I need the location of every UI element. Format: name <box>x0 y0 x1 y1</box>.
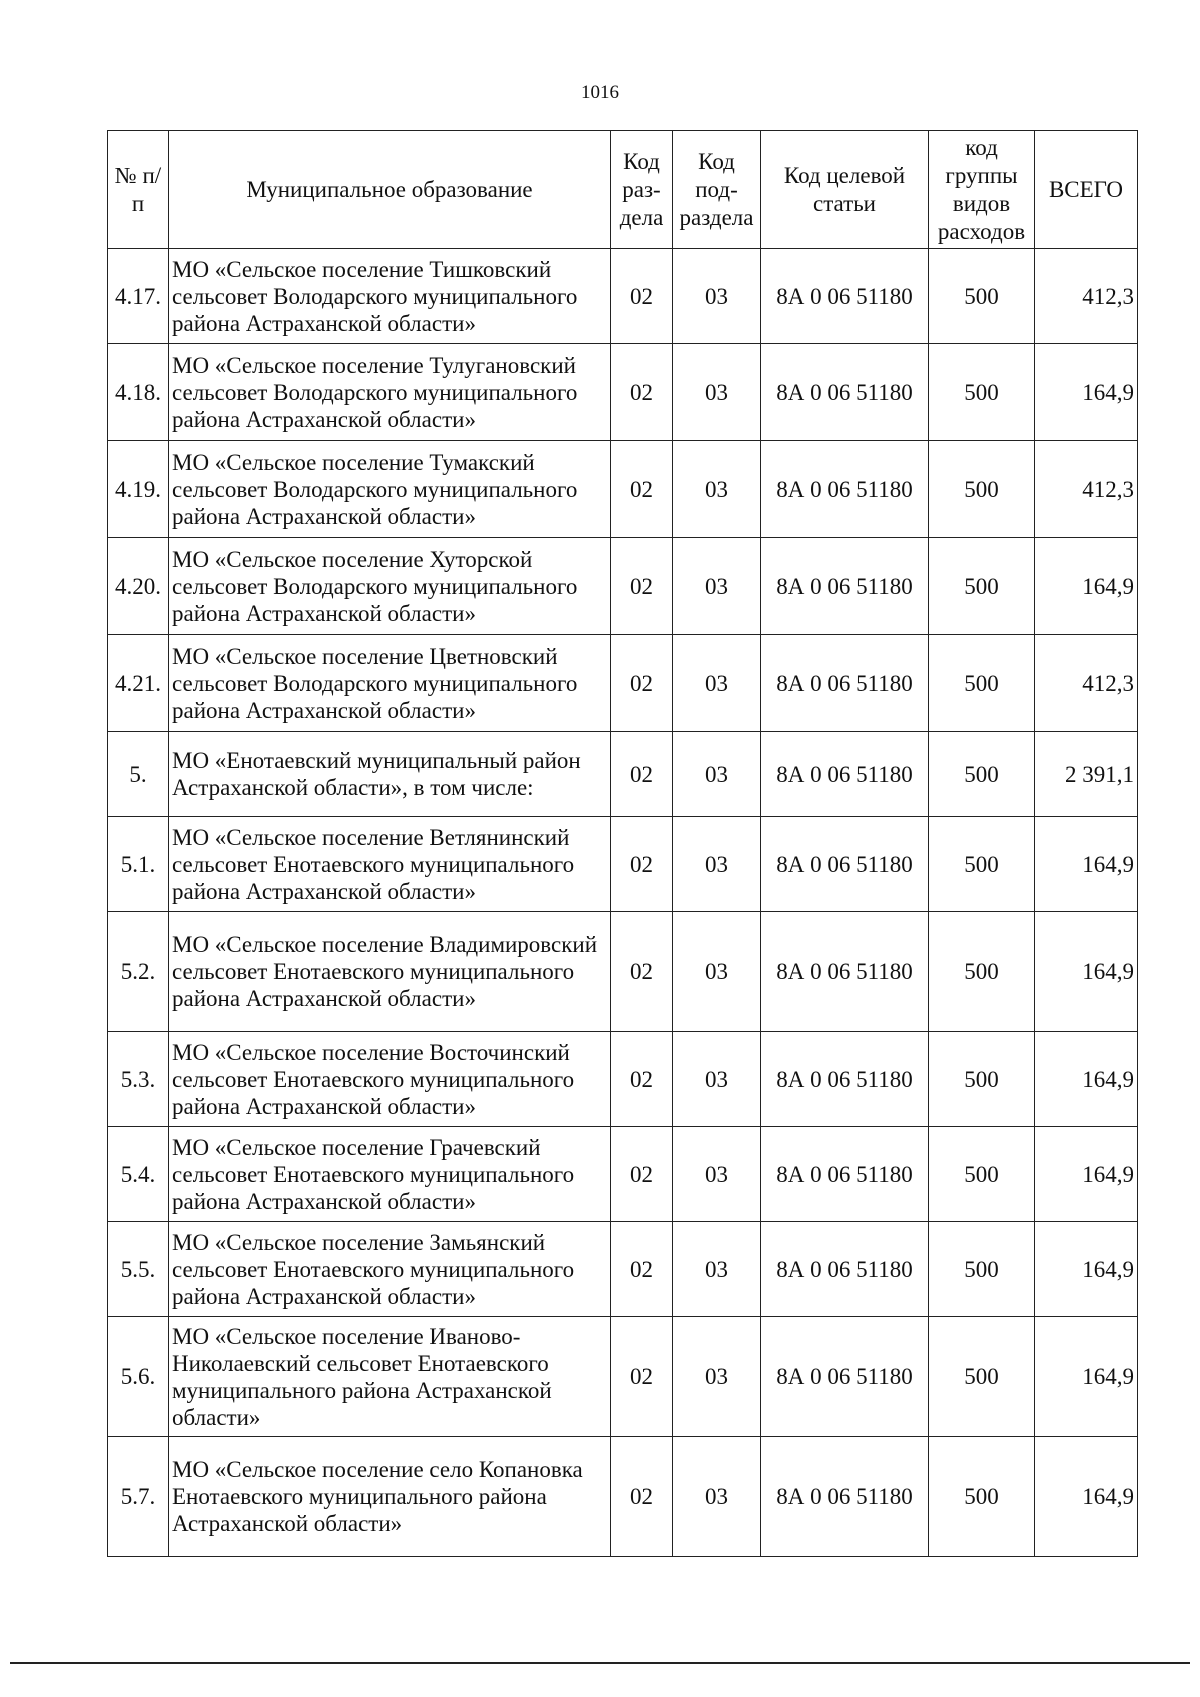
target-code: 8А 0 06 51180 <box>761 538 929 635</box>
table-row <box>108 441 1138 538</box>
row-number: 5. <box>108 732 169 817</box>
table-row <box>108 1222 1138 1317</box>
municipality-name: МО «Сельское поселение Тумакский сельсовет Володарского муниципального района Астраханской области» <box>169 441 611 538</box>
row-number: 4.17. <box>108 249 169 344</box>
target-code: 8А 0 06 51180 <box>761 441 929 538</box>
section-code: 02 <box>611 1127 673 1222</box>
total-amount: 164,9 <box>1035 538 1138 635</box>
row-number: 5.4. <box>108 1127 169 1222</box>
total-amount: 164,9 <box>1035 912 1138 1032</box>
municipality-name: МО «Сельское поселение Иваново-Николаевский сельсовет Енотаевского муниципального района Астраханской области» <box>169 1317 611 1437</box>
header-total: ВСЕГО <box>1035 131 1138 249</box>
row-number: 5.7. <box>108 1437 169 1557</box>
target-code: 8А 0 06 51180 <box>761 817 929 912</box>
target-code: 8А 0 06 51180 <box>761 1127 929 1222</box>
section-code: 02 <box>611 1317 673 1437</box>
expense-group-code: 500 <box>929 1127 1035 1222</box>
municipality-name: МО «Сельское поселение Тулугановский сельсовет Володарского муниципального района Астраханской области» <box>169 344 611 441</box>
expense-group-code: 500 <box>929 538 1035 635</box>
subsection-code: 03 <box>673 1222 761 1317</box>
table-row <box>108 635 1138 732</box>
total-amount: 164,9 <box>1035 344 1138 441</box>
target-code: 8А 0 06 51180 <box>761 1437 929 1557</box>
target-code: 8А 0 06 51180 <box>761 912 929 1032</box>
subsection-code: 03 <box>673 1032 761 1127</box>
expense-group-code: 500 <box>929 1032 1035 1127</box>
table-body <box>108 249 1138 1557</box>
table-row <box>108 1317 1138 1437</box>
total-amount: 164,9 <box>1035 1032 1138 1127</box>
header-subsection: Код под-раздела <box>673 131 761 249</box>
municipality-name: МО «Сельское поселение Восточинский сельсовет Енотаевского муниципального района Астраханской области» <box>169 1032 611 1127</box>
target-code: 8А 0 06 51180 <box>761 1222 929 1317</box>
expense-group-code: 500 <box>929 1437 1035 1557</box>
table-row <box>108 1437 1138 1557</box>
section-code: 02 <box>611 441 673 538</box>
subsection-code: 03 <box>673 1437 761 1557</box>
table-row <box>108 912 1138 1032</box>
expense-group-code: 500 <box>929 344 1035 441</box>
municipality-name: МО «Сельское поселение Цветновский сельсовет Володарского муниципального района Астраханской области» <box>169 635 611 732</box>
section-code: 02 <box>611 538 673 635</box>
target-code: 8А 0 06 51180 <box>761 635 929 732</box>
total-amount: 412,3 <box>1035 635 1138 732</box>
row-number: 4.18. <box>108 344 169 441</box>
header-name: Муниципальное образование <box>169 131 611 249</box>
header-section: Код раз-дела <box>611 131 673 249</box>
expense-group-code: 500 <box>929 732 1035 817</box>
row-number: 4.20. <box>108 538 169 635</box>
target-code: 8А 0 06 51180 <box>761 732 929 817</box>
row-number: 5.3. <box>108 1032 169 1127</box>
municipality-name: МО «Сельское поселение Владимировский сельсовет Енотаевского муниципального района Астраханской области» <box>169 912 611 1032</box>
target-code: 8А 0 06 51180 <box>761 1317 929 1437</box>
total-amount: 412,3 <box>1035 441 1138 538</box>
total-amount: 2 391,1 <box>1035 732 1138 817</box>
section-code: 02 <box>611 1437 673 1557</box>
table-row <box>108 1032 1138 1127</box>
total-amount: 164,9 <box>1035 1317 1138 1437</box>
municipality-name: МО «Сельское поселение Ветлянинский сельсовет Енотаевского муниципального района Астраханской области» <box>169 817 611 912</box>
expense-group-code: 500 <box>929 817 1035 912</box>
expense-group-code: 500 <box>929 912 1035 1032</box>
total-amount: 164,9 <box>1035 1437 1138 1557</box>
total-amount: 412,3 <box>1035 249 1138 344</box>
page-number: 1016 <box>581 82 619 103</box>
subsection-code: 03 <box>673 1317 761 1437</box>
table-header <box>108 131 1138 249</box>
municipality-name: МО «Сельское поселение Тишковский сельсовет Володарского муниципального района Астраханской области» <box>169 249 611 344</box>
expense-group-code: 500 <box>929 249 1035 344</box>
subsection-code: 03 <box>673 249 761 344</box>
municipality-name: МО «Сельское поселение село Копановка Енотаевского муниципального района Астраханской области» <box>169 1437 611 1557</box>
municipality-name: МО «Сельское поселение Хуторской сельсовет Володарского муниципального района Астраханской области» <box>169 538 611 635</box>
section-code: 02 <box>611 635 673 732</box>
table-row <box>108 817 1138 912</box>
municipality-name: МО «Сельское поселение Замьянский сельсовет Енотаевского муниципального района Астраханской области» <box>169 1222 611 1317</box>
table-row <box>108 249 1138 344</box>
subsection-code: 03 <box>673 817 761 912</box>
target-code: 8А 0 06 51180 <box>761 249 929 344</box>
bottom-rule <box>10 1662 1190 1664</box>
expense-group-code: 500 <box>929 1317 1035 1437</box>
header-num: № п/п <box>108 131 169 249</box>
subsection-code: 03 <box>673 344 761 441</box>
total-amount: 164,9 <box>1035 817 1138 912</box>
row-number: 5.5. <box>108 1222 169 1317</box>
table-row <box>108 344 1138 441</box>
section-code: 02 <box>611 1032 673 1127</box>
expense-group-code: 500 <box>929 441 1035 538</box>
subsection-code: 03 <box>673 635 761 732</box>
header-target: Код целевой статьи <box>761 131 929 249</box>
subsection-code: 03 <box>673 538 761 635</box>
subsection-code: 03 <box>673 732 761 817</box>
section-code: 02 <box>611 249 673 344</box>
table-row <box>108 1127 1138 1222</box>
subsection-code: 03 <box>673 1127 761 1222</box>
section-code: 02 <box>611 344 673 441</box>
row-number: 5.2. <box>108 912 169 1032</box>
table-row <box>108 732 1138 817</box>
target-code: 8А 0 06 51180 <box>761 1032 929 1127</box>
section-code: 02 <box>611 817 673 912</box>
subsection-code: 03 <box>673 441 761 538</box>
expense-group-code: 500 <box>929 635 1035 732</box>
row-number: 4.21. <box>108 635 169 732</box>
section-code: 02 <box>611 912 673 1032</box>
target-code: 8А 0 06 51180 <box>761 344 929 441</box>
section-code: 02 <box>611 732 673 817</box>
row-number: 4.19. <box>108 441 169 538</box>
municipality-name: МО «Енотаевский муниципальный район Астраханской области», в том числе: <box>169 732 611 817</box>
header-group: код группы видов расходов <box>929 131 1035 249</box>
total-amount: 164,9 <box>1035 1127 1138 1222</box>
subsection-code: 03 <box>673 912 761 1032</box>
table-row <box>108 538 1138 635</box>
budget-table <box>107 130 1138 1557</box>
expense-group-code: 500 <box>929 1222 1035 1317</box>
section-code: 02 <box>611 1222 673 1317</box>
total-amount: 164,9 <box>1035 1222 1138 1317</box>
row-number: 5.1. <box>108 817 169 912</box>
row-number: 5.6. <box>108 1317 169 1437</box>
municipality-name: МО «Сельское поселение Грачевский сельсовет Енотаевского муниципального района Астраханской области» <box>169 1127 611 1222</box>
